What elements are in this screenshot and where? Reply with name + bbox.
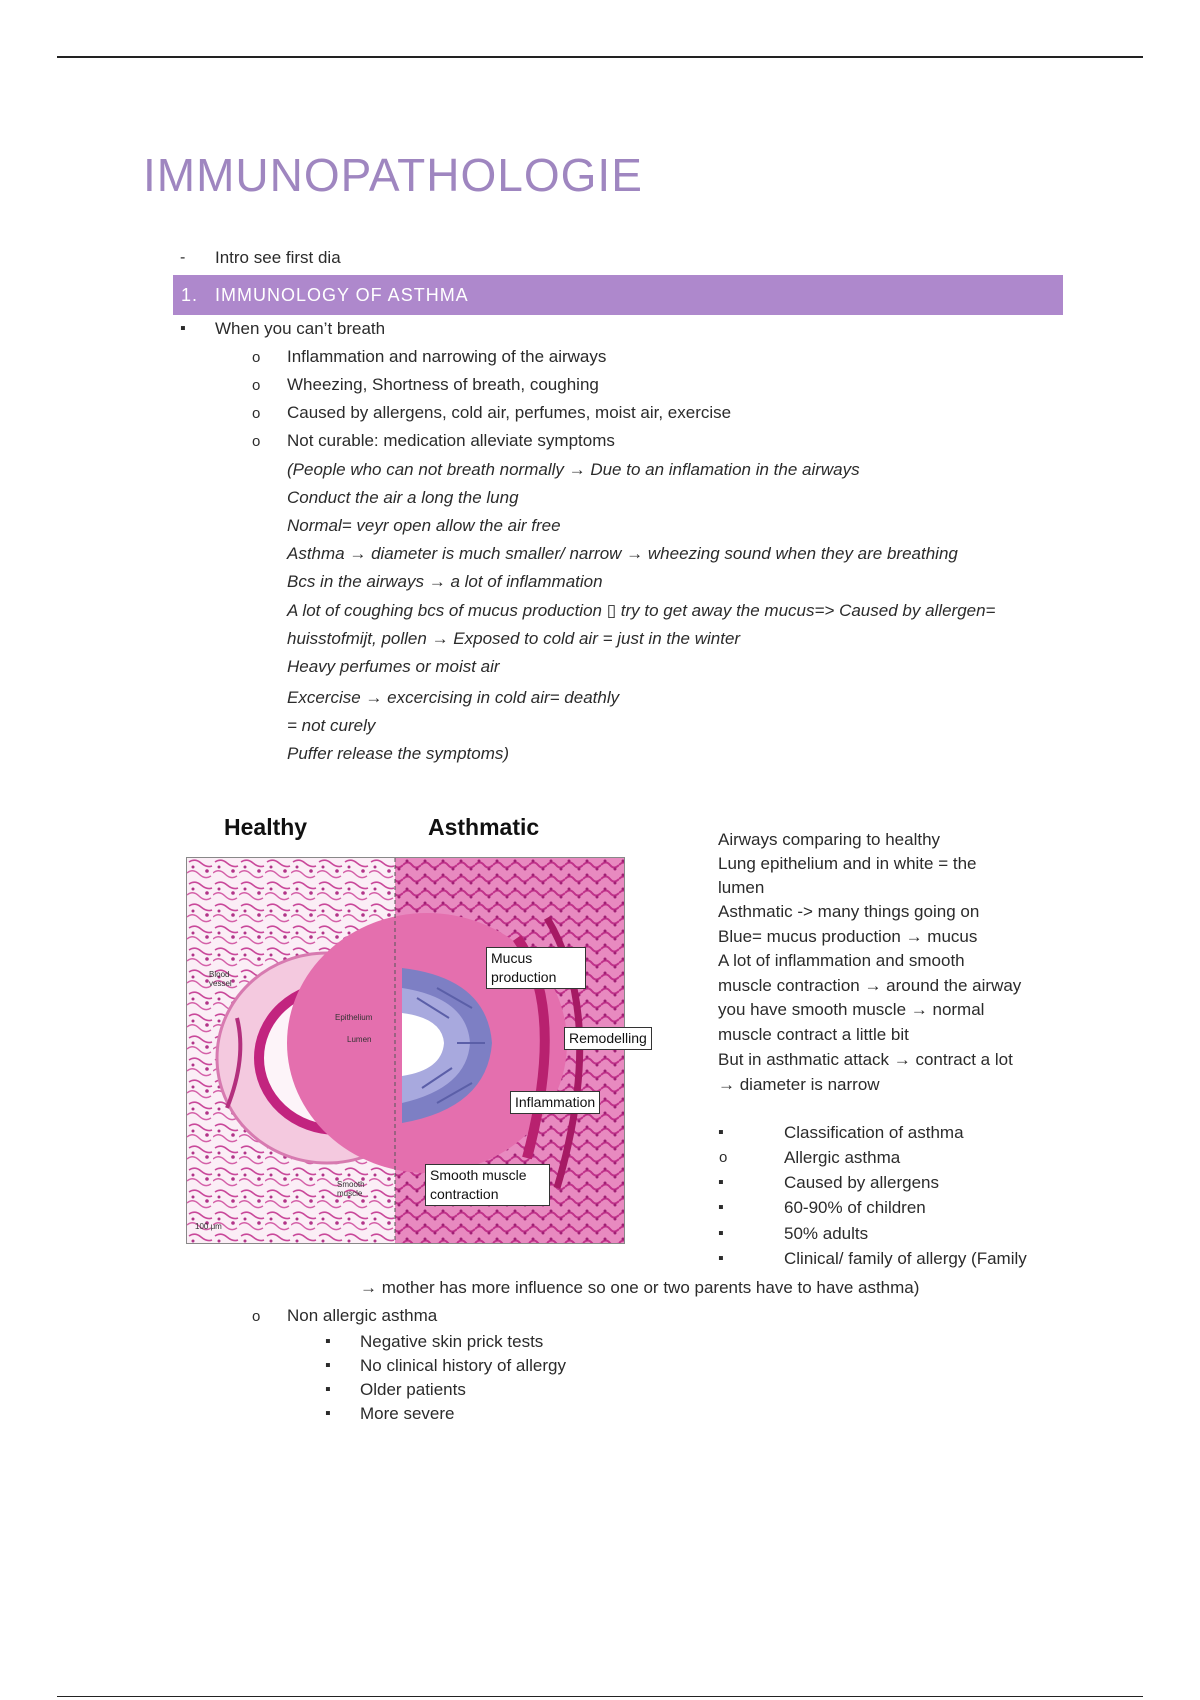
histology-figure xyxy=(186,857,625,1244)
circle-bullet xyxy=(719,1147,727,1169)
side-text-line: Blue= mucus production → mucus xyxy=(718,927,978,946)
non-allergic-item: Older patients xyxy=(360,1380,466,1399)
family-continuation: → mother has more influence so one or two parents have to have asthma) xyxy=(360,1278,920,1297)
square-bullet xyxy=(325,1403,331,1425)
square-bullet xyxy=(180,318,186,340)
non-allergic-item: Negative skin prick tests xyxy=(360,1332,544,1351)
callout-remodelling: Remodelling xyxy=(564,1027,652,1050)
side-text-line: Asthmatic -> many things going on xyxy=(718,902,980,921)
note-line: huisstofmijt, pollen → Exposed to cold air = just in the winter xyxy=(287,629,741,648)
circle-bullet xyxy=(252,347,260,369)
histology-image xyxy=(187,858,624,1243)
side-text-line: A lot of inflammation and smooth xyxy=(718,951,965,970)
note-line: Conduct the air a long the lung xyxy=(287,488,519,507)
side-text-line: lumen xyxy=(718,878,765,897)
square-bullet xyxy=(718,1223,724,1245)
classification-item: 60-90% of children xyxy=(784,1198,926,1217)
circle-bullet xyxy=(252,375,260,397)
circle-bullet xyxy=(252,403,260,425)
top-rule xyxy=(57,56,1143,58)
side-text-line: But in asthmatic attack → contract a lot xyxy=(718,1050,1013,1069)
sub-item: Caused by allergens, cold air, perfumes, moist air, exercise xyxy=(287,403,732,422)
dash-bullet xyxy=(180,247,185,269)
square-bullet xyxy=(718,1248,724,1270)
classification-item: Classification of asthma xyxy=(784,1123,964,1142)
note-line: Excercise → excercising in cold air= deathly xyxy=(287,688,620,707)
non-allergic-item: No clinical history of allergy xyxy=(360,1356,566,1375)
sub-item: Inflammation and narrowing of the airways xyxy=(287,347,607,366)
side-text-line: muscle contraction → around the airway xyxy=(718,976,1022,995)
square-bullet xyxy=(325,1355,331,1377)
note-line: Puffer release the symptoms) xyxy=(287,744,510,763)
label-epithelium: Epithelium xyxy=(335,1013,373,1022)
note-line: Bcs in the airways → a lot of inflammation xyxy=(287,572,603,591)
label-smooth-muscle: Smooth muscle xyxy=(337,1180,365,1198)
square-bullet xyxy=(325,1331,331,1353)
intro-text: Intro see first dia xyxy=(215,248,341,267)
circle-bullet xyxy=(252,431,260,453)
note-line: = not curely xyxy=(287,716,376,735)
note-line: (People who can not breath normally → Due to an inflamation in the airways xyxy=(287,460,860,479)
sub-item: Not curable: medication alleviate symptoms xyxy=(287,431,615,450)
bottom-rule xyxy=(57,1696,1143,1697)
square-bullet xyxy=(718,1172,724,1194)
main-bullet-text: When you can’t breath xyxy=(215,319,386,338)
label-scale: 100 μm xyxy=(195,1222,222,1231)
side-text-line: Lung epithelium and in white = the xyxy=(718,854,977,873)
square-bullet xyxy=(718,1122,724,1144)
callout-mucus-production: Mucus production xyxy=(486,947,586,989)
side-text-line: you have smooth muscle → normal xyxy=(718,1000,985,1019)
classification-item: Caused by allergens xyxy=(784,1173,939,1192)
classification-item: 50% adults xyxy=(784,1224,869,1243)
note-line: A lot of coughing bcs of mucus production ▯ try to get away the mucus=> Caused by allergen= xyxy=(287,601,996,620)
classification-item: Allergic asthma xyxy=(784,1148,901,1167)
sub-item: Wheezing, Shortness of breath, coughing xyxy=(287,375,599,394)
side-text-line: → diameter is narrow xyxy=(718,1075,880,1094)
square-bullet xyxy=(325,1379,331,1401)
classification-item: Clinical/ family of allergy (Family xyxy=(784,1249,1027,1268)
note-line: Heavy perfumes or moist air xyxy=(287,657,500,676)
section-number: 1. xyxy=(181,285,199,305)
figure-label-asthmatic: Asthmatic xyxy=(428,814,540,840)
side-text-line: Airways comparing to healthy xyxy=(718,830,941,849)
callout-smooth-muscle-contraction: Smooth muscle contraction xyxy=(425,1164,550,1206)
square-bullet xyxy=(718,1197,724,1219)
non-allergic-item: More severe xyxy=(360,1404,455,1423)
callout-inflammation: Inflammation xyxy=(510,1091,600,1114)
non-allergic-label: Non allergic asthma xyxy=(287,1306,438,1325)
label-lumen: Lumen xyxy=(347,1035,372,1044)
label-blood-vessel: Blood vessel xyxy=(209,970,232,988)
page-title: IMMUNOPATHOLOGIE xyxy=(143,149,643,201)
note-line: Normal= veyr open allow the air free xyxy=(287,516,561,535)
note-line: Asthma → diameter is much smaller/ narrow → wheezing sound when they are breathing xyxy=(287,544,958,563)
figure-label-healthy: Healthy xyxy=(224,814,308,840)
side-text-line: muscle contract a little bit xyxy=(718,1025,909,1044)
section-heading: IMMUNOLOGY OF ASTHMA xyxy=(215,285,469,305)
circle-bullet xyxy=(252,1306,260,1328)
